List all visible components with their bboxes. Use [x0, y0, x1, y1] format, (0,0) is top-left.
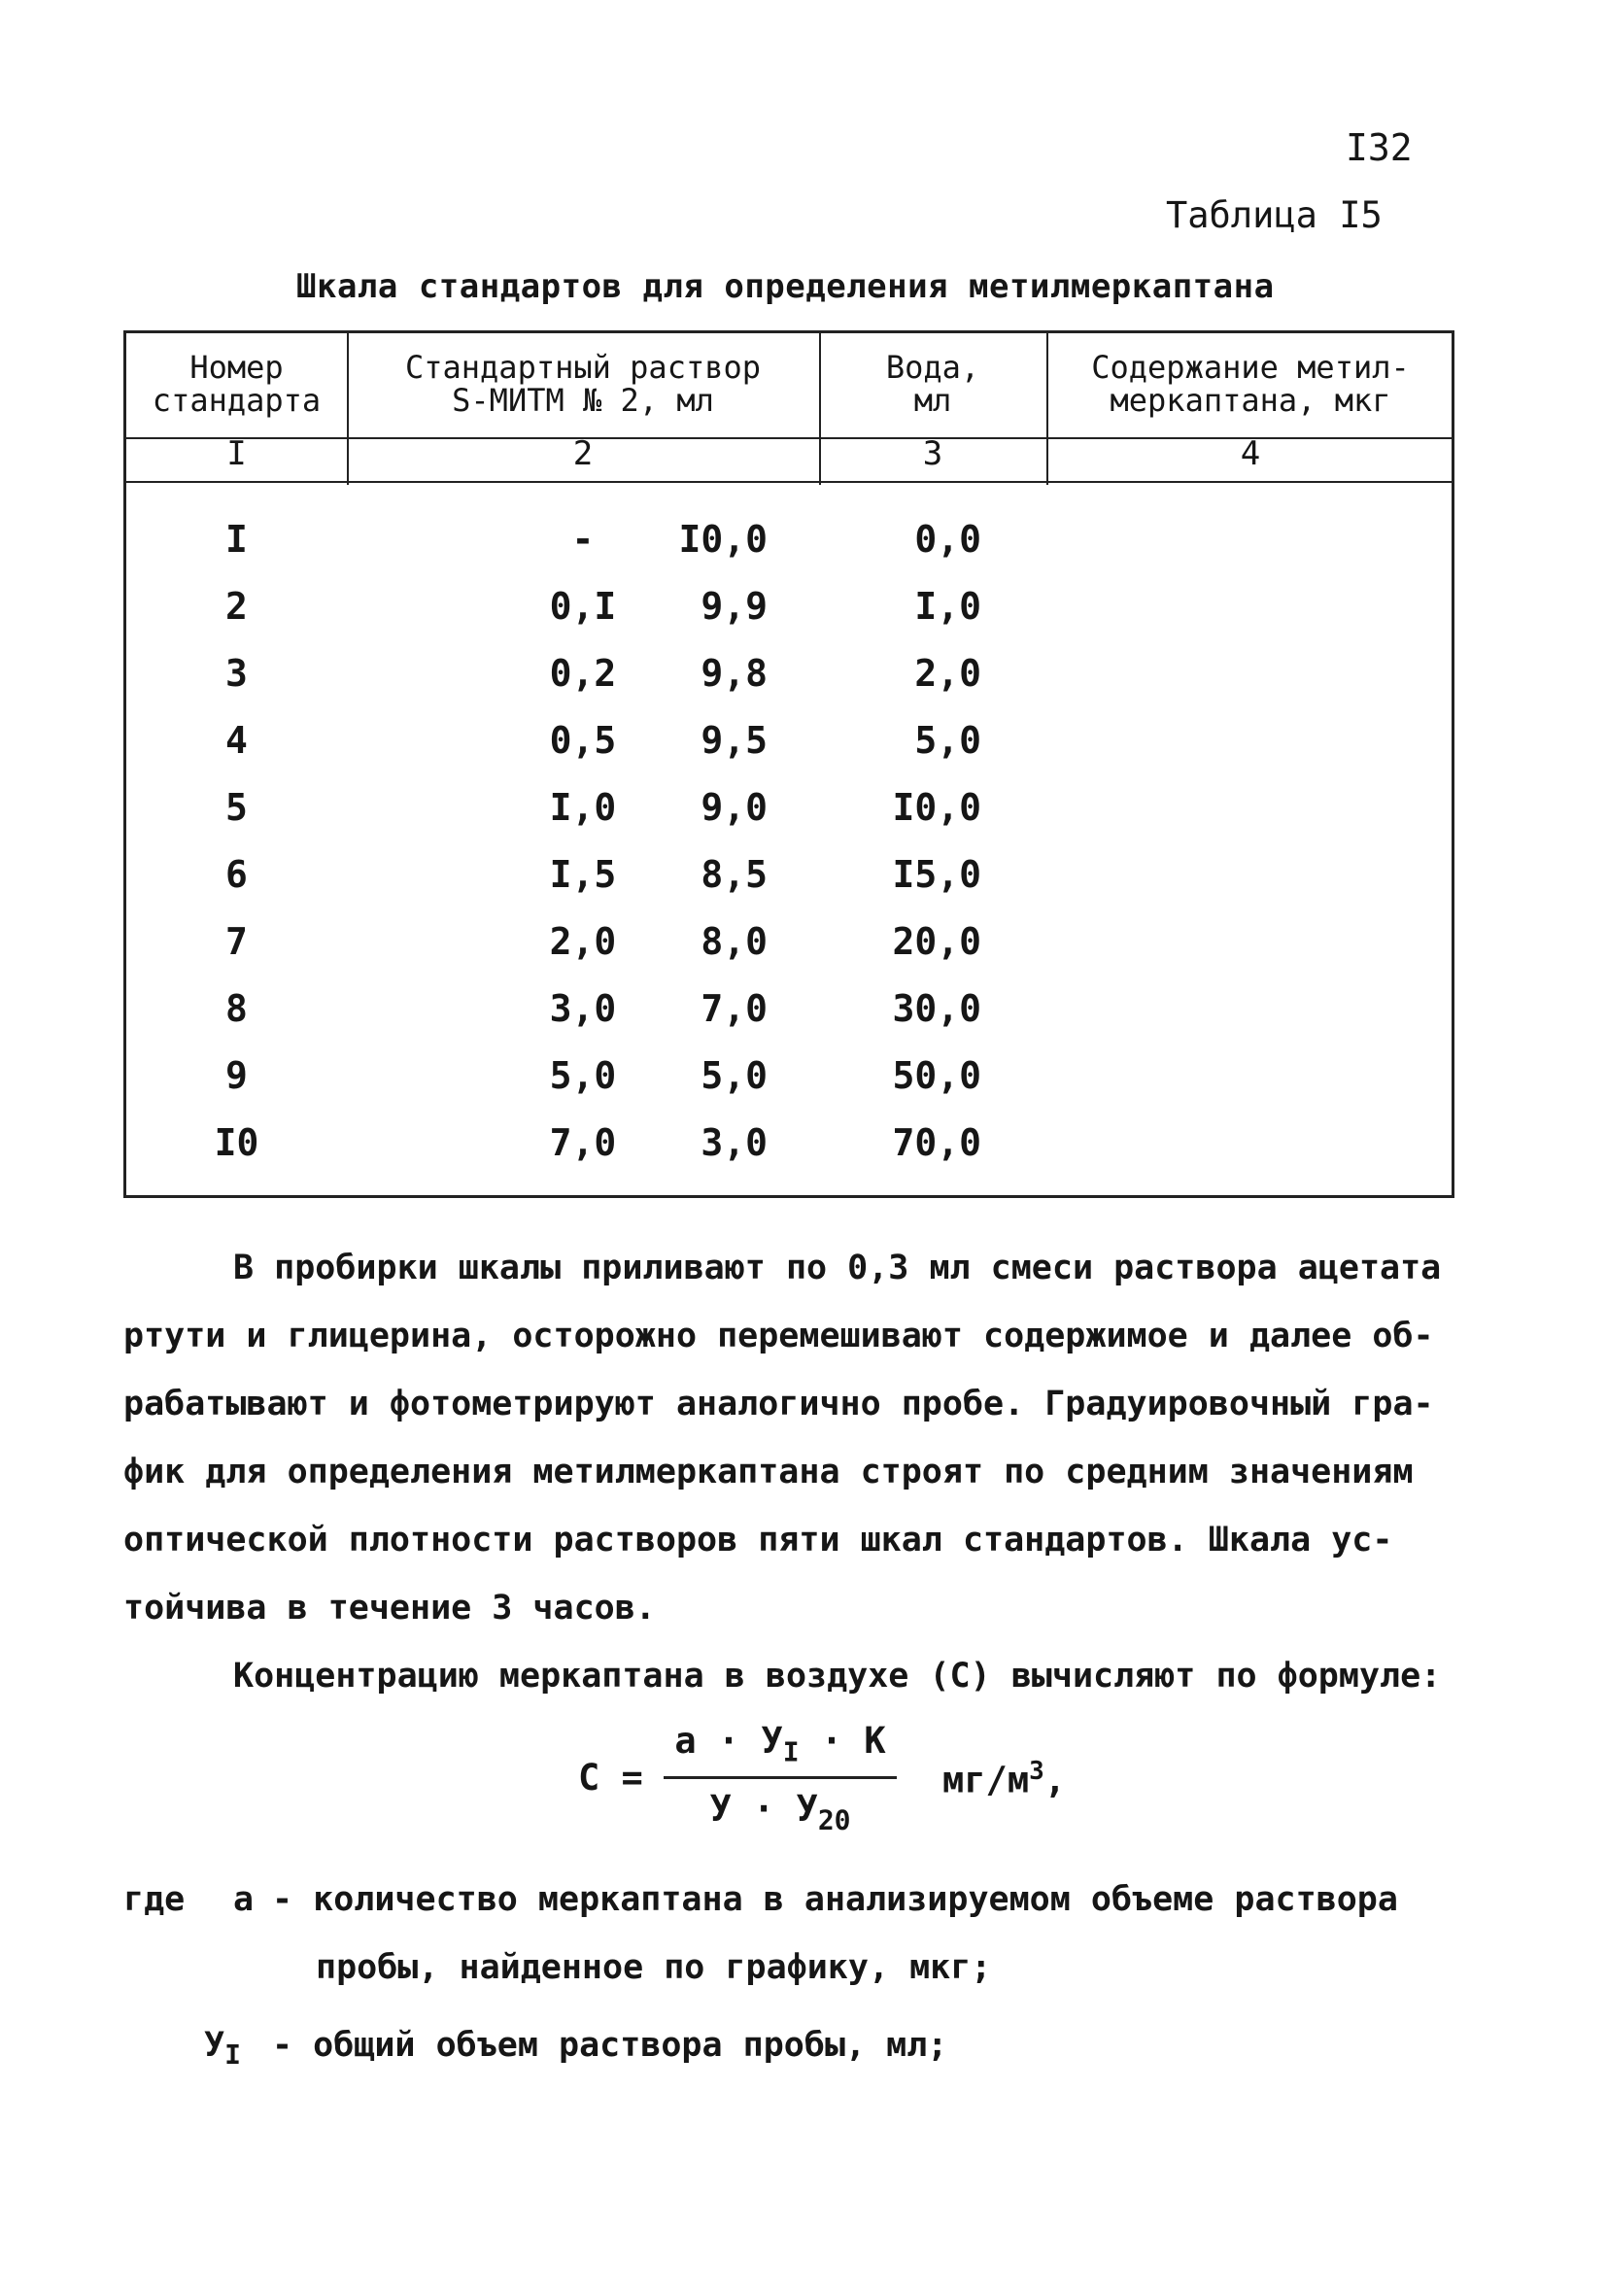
table-cell: 0,0 [914, 518, 981, 561]
denominator-text: У · У [709, 1788, 818, 1830]
table-cell: I [225, 518, 248, 561]
table-cell: 3 [225, 652, 248, 695]
table-cell: 3,0 [701, 1121, 768, 1164]
table-cell: 5 [225, 786, 248, 829]
header-line: меркаптана, мкг [1110, 382, 1391, 419]
header-line: Номер [189, 349, 284, 386]
table-cell: 70,0 [892, 1121, 981, 1164]
definition-text: - количество меркаптана в анализируемом объеме раствора [272, 1880, 1398, 1919]
paragraph-line: оптической плотности растворов пяти шкал стандартов. Шкала ус- [123, 1521, 1393, 1559]
header-line: мл [913, 382, 952, 419]
numerator-subscript: I [782, 1735, 800, 1768]
paragraph-line: рабатывают и фотометрируют аналогично пробе. Градуировочный гра- [123, 1385, 1434, 1423]
table-cell: I,0 [549, 786, 617, 829]
column-header-standard-solution [347, 351, 819, 417]
table-cell: 2,0 [549, 920, 617, 963]
symbol-text: У [204, 2026, 225, 2065]
header-line: S-МИТМ № 2, мл [452, 382, 714, 419]
table-cell: 7,0 [549, 1121, 617, 1164]
page-number: I32 [1346, 126, 1413, 169]
paragraph-line: ртути и глицерина, осторожно перемешивают содержимое и далее об- [123, 1317, 1434, 1355]
definition-symbol [204, 2026, 241, 2071]
column-number: 3 [922, 434, 943, 473]
table-cell: I,0 [914, 585, 981, 628]
table-cell: 9,8 [701, 652, 768, 695]
formula-unit [942, 1757, 1066, 1800]
definition-symbol: а [233, 1880, 255, 1919]
definition-continuation: пробы, найденное по графику, мкг; [316, 1948, 992, 1987]
header-line: Содержание метил- [1091, 349, 1410, 386]
formula-numerator [664, 1720, 897, 1767]
column-number: I [226, 434, 247, 473]
unit-end: , [1043, 1759, 1067, 1801]
definition-prefix: где [123, 1880, 186, 1919]
table-cell: 9,0 [701, 786, 768, 829]
table-cell: I,5 [549, 853, 617, 896]
header-bottom-line [126, 481, 1452, 483]
column-number: 4 [1240, 434, 1261, 473]
column-number: 2 [572, 434, 594, 473]
table-cell: 50,0 [892, 1054, 981, 1097]
table-cell: 0,5 [549, 719, 617, 762]
table-cell: 7 [225, 920, 248, 963]
unit-superscript: 3 [1029, 1757, 1044, 1786]
column-header-water [819, 351, 1046, 417]
header-line: стандарта [152, 382, 322, 419]
paragraph-line: фик для определения метилмеркаптана строят по средним значениям [123, 1453, 1414, 1491]
table-cell: 5,0 [914, 719, 981, 762]
column-header-content [1046, 351, 1454, 417]
denominator-subscript: 20 [817, 1803, 851, 1836]
table-cell: 7,0 [701, 987, 768, 1030]
table-cell: 20,0 [892, 920, 981, 963]
table-cell: 5,0 [549, 1054, 617, 1097]
header-line: Вода, [885, 349, 980, 386]
table-cell: 8,5 [701, 853, 768, 896]
table-cell: I0,0 [892, 786, 981, 829]
table-cell: 8 [225, 987, 248, 1030]
paragraph-line: тойчива в течение 3 часов. [123, 1589, 656, 1628]
fraction-bar [664, 1776, 897, 1779]
table-cell: 0,I [549, 585, 617, 628]
table-cell: 2 [225, 585, 248, 628]
table-cell: 30,0 [892, 987, 981, 1030]
column-header-standard-number [126, 351, 347, 417]
table-cell: 9 [225, 1054, 248, 1097]
table-cell: I5,0 [892, 853, 981, 896]
table-cell: - [571, 518, 595, 561]
definition-text: - общий объем раствора пробы, мл; [272, 2026, 948, 2065]
symbol-subscript: I [224, 2039, 241, 2071]
header-line: Стандартный раствор [404, 349, 762, 386]
table-cell: 8,0 [701, 920, 768, 963]
formula-lhs: С = [578, 1757, 643, 1799]
formula-denominator [664, 1788, 897, 1835]
standards-table [123, 330, 1454, 1198]
unit-text: мг/м [942, 1759, 1030, 1801]
paragraph-line: В пробирки шкалы приливают по 0,3 мл смеси раствора ацетата [233, 1249, 1442, 1287]
numerator-text: а · У [674, 1720, 783, 1762]
table-cell: 5,0 [701, 1054, 768, 1097]
table-cell: 0,2 [549, 652, 617, 695]
table-cell: I0 [214, 1121, 259, 1164]
table-cell: 9,9 [701, 585, 768, 628]
table-cell: 4 [225, 719, 248, 762]
table-label: Таблица I5 [1166, 194, 1383, 236]
table-cell: 2,0 [914, 652, 981, 695]
concentration-formula [578, 1720, 1122, 1856]
numerator-k: · К [799, 1720, 886, 1762]
table-cell: 3,0 [549, 987, 617, 1030]
table-cell: 9,5 [701, 719, 768, 762]
paragraph-line: Концентрацию меркаптана в воздухе (С) вычисляют по формуле: [233, 1657, 1442, 1696]
table-cell: I0,0 [678, 518, 768, 561]
table-cell: 6 [225, 853, 248, 896]
table-caption: Шкала стандартов для определения метилмеркаптана [296, 267, 1275, 306]
